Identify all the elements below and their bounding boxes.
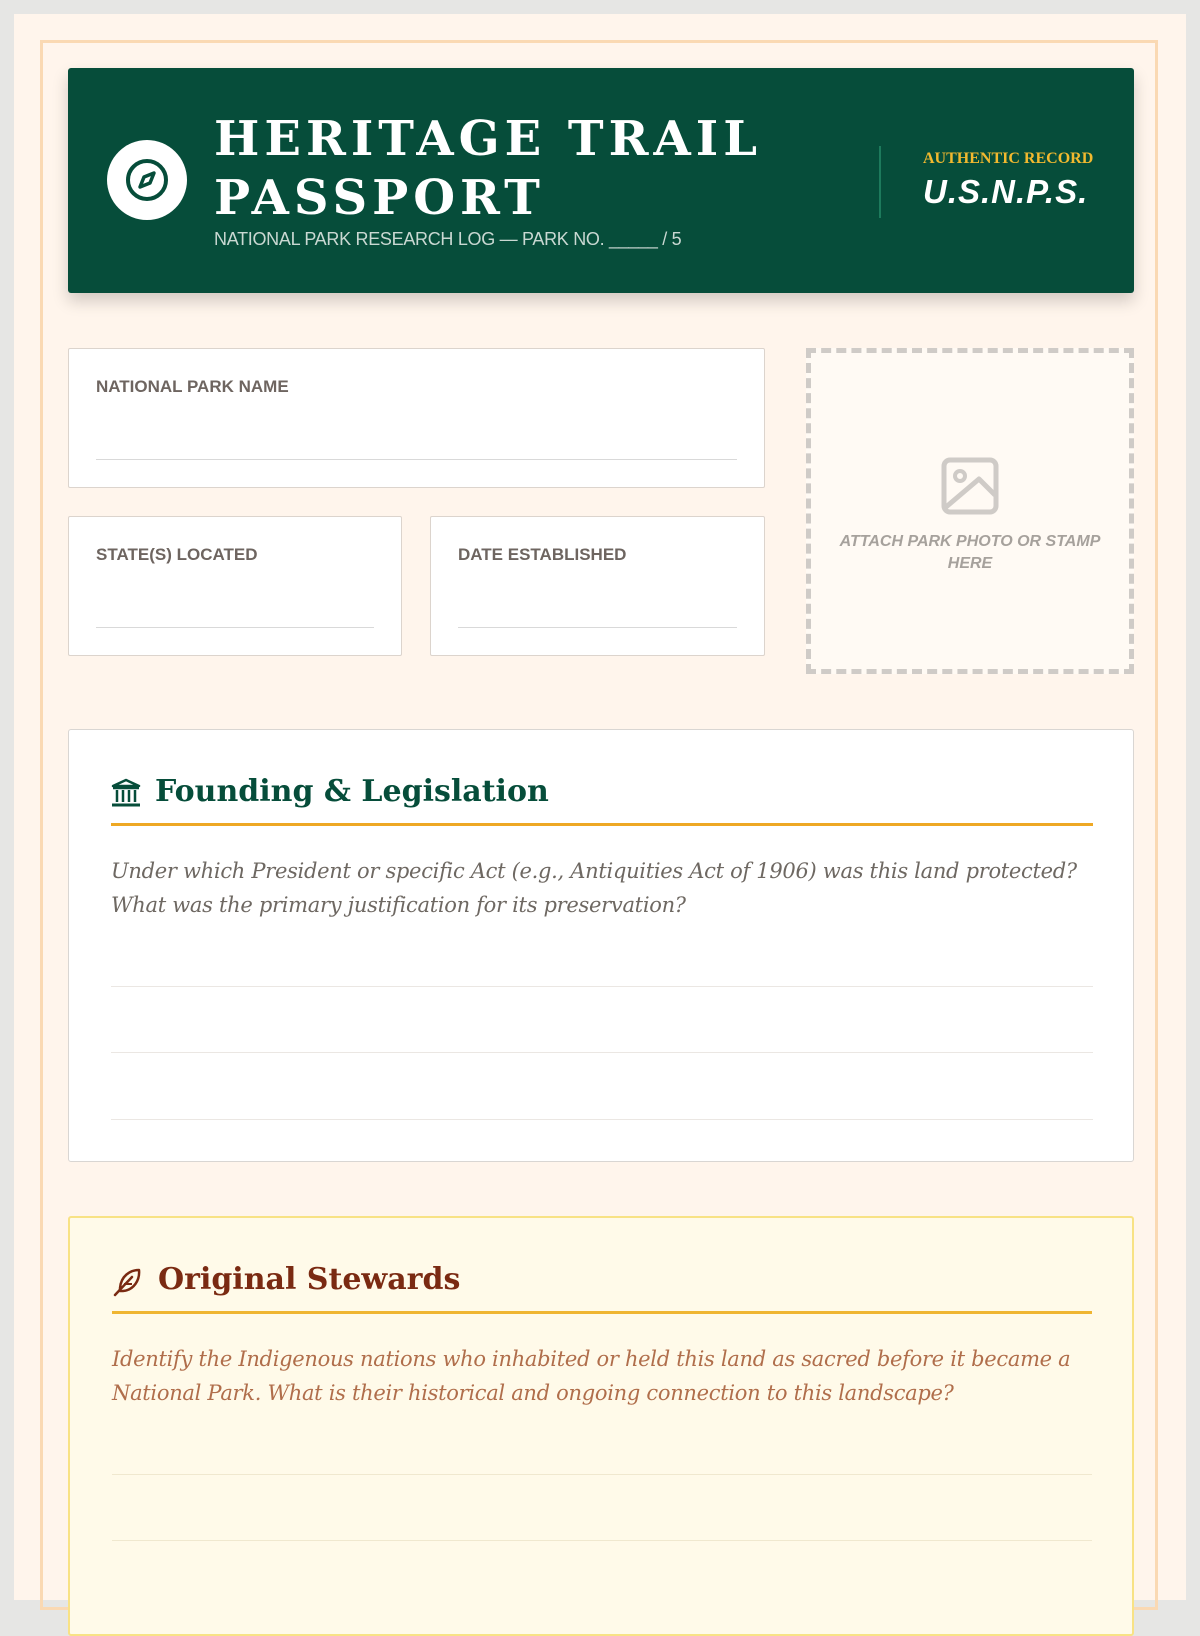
date-established-label: DATE ESTABLISHED (458, 545, 627, 564)
page-subtitle: NATIONAL PARK RESEARCH LOG — PARK NO. _____ / 5 (214, 229, 682, 249)
section-prompt: Under which President or specific Act (e.g., Antiquities Act of 1906) was this land protected? What was the primary justification for its preservation? (111, 859, 1077, 917)
writing-line[interactable] (112, 1474, 1092, 1475)
writing-line[interactable] (111, 1052, 1093, 1053)
date-established-field[interactable] (430, 516, 765, 656)
image-icon (941, 457, 999, 515)
page-title: HERITAGE TRAIL PASSPORT (214, 111, 762, 226)
writing-line[interactable] (111, 986, 1093, 987)
states-input-line[interactable] (96, 627, 374, 628)
date-established-input-line[interactable] (458, 627, 737, 628)
section-rule (112, 1311, 1092, 1314)
writing-line[interactable] (111, 1119, 1093, 1120)
states-field[interactable] (68, 516, 402, 656)
feather-icon (112, 1266, 144, 1298)
section-title: Founding & Legislation (155, 774, 549, 809)
park-name-input-line[interactable] (96, 459, 737, 460)
section-prompt: Identify the Indigenous nations who inhabited or held this land as sacred before it became a National Park. What is their historical and ongoing connection to this landscape? (112, 1347, 1071, 1405)
park-name-field[interactable] (68, 348, 765, 488)
passport-header (68, 68, 1134, 293)
photo-drop-zone[interactable] (806, 348, 1134, 674)
section-title: Original Stewards (158, 1262, 461, 1297)
section-rule (111, 823, 1093, 826)
states-label: STATE(S) LOCATED (96, 545, 258, 564)
landmark-icon (111, 778, 141, 808)
photo-instruction: ATTACH PARK PHOTO OR STAMP HERE (839, 533, 1101, 572)
agency-mark: U.S.N.P.S. (923, 173, 1089, 210)
founding-section (68, 729, 1134, 1162)
header-divider (879, 146, 881, 218)
writing-line[interactable] (112, 1540, 1092, 1541)
park-name-label: NATIONAL PARK NAME (96, 377, 289, 396)
compass-icon (107, 140, 187, 220)
authentic-record-label: AUTHENTIC RECORD (923, 150, 1094, 167)
stewards-section (68, 1216, 1134, 1636)
